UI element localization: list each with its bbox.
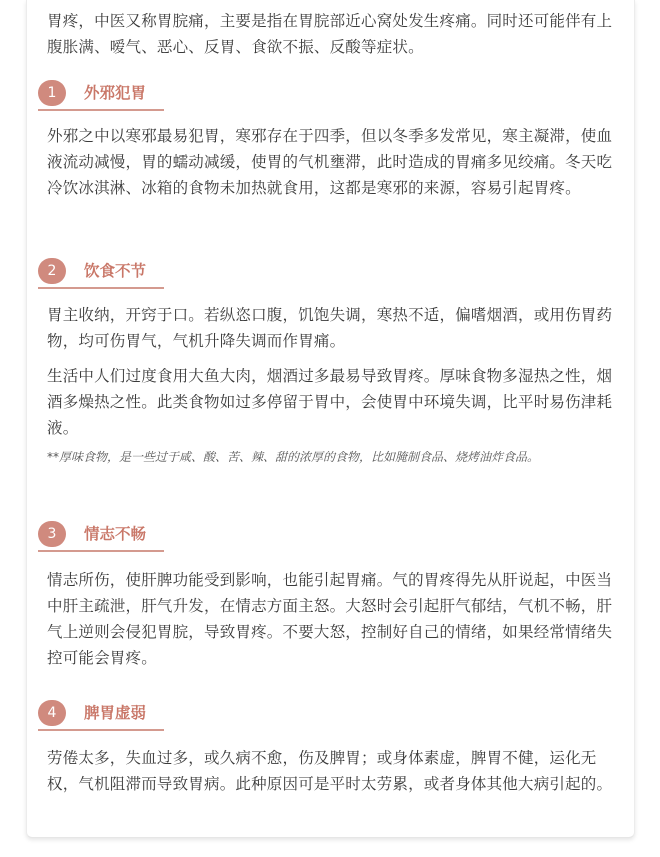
section-number-badge: 2 — [38, 258, 66, 284]
section-heading-3 — [38, 521, 164, 553]
section-heading-1 — [38, 80, 164, 112]
section-title: 外邪犯胃 — [84, 84, 147, 102]
section-4-paragraph-1: 劳倦太多，失血过多，或久病不愈，伤及脾胃；或身体素虚，脾胃不健，运化无权，气机阻滞而导致胃病。此种原因可是平时太劳累，或者身体其他大病引起的。 — [47, 749, 613, 793]
section-2-paragraph-2: 生活中人们过度食用大鱼大肉，烟酒过多最易导致胃疼。厚味食物多湿热之性，烟酒多燥热之性。此类食物如过多停留于胃中，会使胃中环境失调，比平时易伤津耗液。 — [47, 367, 613, 437]
article-card — [26, 0, 635, 838]
section-heading-2 — [38, 258, 164, 290]
heading-underline — [38, 729, 164, 731]
section-2-footnote: **厚味食物，是一些过于咸、酸、苦、辣、甜的浓厚的食物，比如腌制食品、烧烤油炸食品。 — [47, 450, 540, 464]
section-heading-4 — [38, 700, 164, 732]
section-number-badge: 4 — [38, 700, 66, 726]
heading-underline — [38, 287, 164, 289]
intro-paragraph: 胃疼，中医又称胃脘痛，主要是指在胃脘部近心窝处发生疼痛。同时还可能伴有上腹胀满、嗳气、恶心、反胃、食欲不振、反酸等症状。 — [47, 12, 613, 56]
section-3-paragraph-1: 情志所伤，使肝脾功能受到影响，也能引起胃痛。气的胃疼得先从肝说起，中医当中肝主疏泄，肝气升发，在情志方面主怒。大怒时会引起肝气郁结，气机不畅，肝气上逆则会侵犯胃脘，导致胃疼。不要大怒，控制好自己的情绪，如果经常情绪失控可能会胃疼。 — [47, 571, 613, 667]
section-number-badge: 3 — [38, 521, 66, 547]
section-title: 脾胃虚弱 — [84, 704, 147, 722]
section-number-badge: 1 — [38, 80, 66, 106]
heading-underline — [38, 550, 164, 552]
heading-underline — [38, 109, 164, 111]
section-title: 情志不畅 — [84, 525, 147, 543]
section-1-paragraph-1: 外邪之中以寒邪最易犯胃，寒邪存在于四季，但以冬季多发常见，寒主凝滞，使血液流动减慢，胃的蠕动减缓，使胃的气机壅滞，此时造成的胃痛多见绞痛。冬天吃冷饮冰淇淋、冰箱的食物未加热就食用，这都是寒邪的来源，容易引起胃疼。 — [47, 127, 613, 197]
section-2-paragraph-1: 胃主收纳，开窍于口。若纵恣口腹，饥饱失调，寒热不适，偏嗜烟酒，或用伤胃药物，均可伤胃气，气机升降失调而作胃痛。 — [47, 306, 613, 350]
section-title: 饮食不节 — [84, 262, 147, 280]
